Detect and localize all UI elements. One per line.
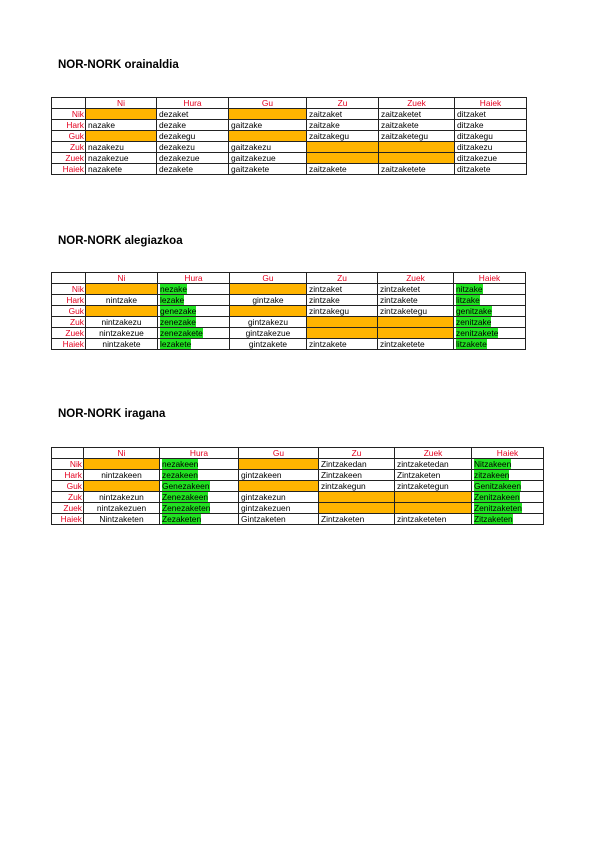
table-cell: zaitzakete bbox=[379, 120, 455, 131]
table-row bbox=[52, 481, 544, 492]
conjugation-table bbox=[51, 97, 527, 175]
table-cell: dezaket bbox=[157, 109, 229, 120]
table-cell: ditzakegu bbox=[455, 131, 527, 142]
table-cell: ditzakezu bbox=[455, 142, 527, 153]
table-cell: dezakezu bbox=[157, 142, 229, 153]
table-cell: zaitzakegu bbox=[307, 131, 379, 142]
table-header-row bbox=[52, 448, 544, 459]
empty-cell bbox=[86, 131, 157, 142]
row-header: Zuk bbox=[52, 492, 84, 503]
table-cell: zaitzake bbox=[307, 120, 379, 131]
table-cell bbox=[454, 284, 526, 295]
table-row bbox=[52, 459, 544, 470]
empty-cell bbox=[86, 306, 158, 317]
table-cell: zaitzaketet bbox=[379, 109, 455, 120]
highlighted-form: Zezaketen bbox=[162, 514, 202, 524]
row-header: Zuek bbox=[52, 328, 86, 339]
table-cell: gintzakezun bbox=[239, 492, 319, 503]
table-row bbox=[52, 470, 544, 481]
empty-cell bbox=[230, 306, 307, 317]
table-cell bbox=[158, 317, 230, 328]
empty-cell bbox=[229, 109, 307, 120]
table-cell bbox=[472, 459, 544, 470]
column-header: Zuek bbox=[378, 273, 454, 284]
row-header: Nik bbox=[52, 284, 86, 295]
table-cell bbox=[454, 339, 526, 350]
table-cell: zintzaketegu bbox=[378, 306, 454, 317]
table-row bbox=[52, 284, 526, 295]
table-cell: zintzaketete bbox=[378, 339, 454, 350]
row-header: Nik bbox=[52, 109, 86, 120]
highlighted-form: zezakeen bbox=[162, 470, 198, 480]
table-cell: zintzaket bbox=[307, 284, 378, 295]
table-cell bbox=[160, 470, 239, 481]
table-cell: nintzake bbox=[86, 295, 158, 306]
corner-cell bbox=[52, 448, 84, 459]
column-header: Zu bbox=[307, 98, 379, 109]
empty-cell bbox=[379, 142, 455, 153]
table-cell: gintzakezuen bbox=[239, 503, 319, 514]
row-header: Haiek bbox=[52, 339, 86, 350]
table-cell: zintzakete bbox=[307, 339, 378, 350]
table-cell: Nintzaketen bbox=[84, 514, 160, 525]
empty-cell bbox=[395, 503, 472, 514]
column-header: Zuek bbox=[379, 98, 455, 109]
column-header: Ni bbox=[86, 273, 158, 284]
highlighted-form: zenezake bbox=[160, 317, 196, 327]
table-cell: dezakezue bbox=[157, 153, 229, 164]
highlighted-form: Zenitzaketen bbox=[474, 503, 522, 513]
highlighted-form: nezakeen bbox=[162, 459, 199, 469]
table-row bbox=[52, 317, 526, 328]
empty-cell bbox=[239, 459, 319, 470]
empty-cell bbox=[319, 503, 395, 514]
empty-cell bbox=[307, 317, 378, 328]
row-header: Hark bbox=[52, 470, 84, 481]
table-cell: nintzakete bbox=[86, 339, 158, 350]
table-cell: zintzakete bbox=[378, 295, 454, 306]
table-cell: zintzaketedan bbox=[395, 459, 472, 470]
table-cell bbox=[158, 284, 230, 295]
table-cell: Gintzaketen bbox=[239, 514, 319, 525]
table-row bbox=[52, 164, 527, 175]
table-cell: zintzaketegun bbox=[395, 481, 472, 492]
empty-cell bbox=[307, 142, 379, 153]
table-cell: Zintzaketen bbox=[395, 470, 472, 481]
table-cell: nazakete bbox=[86, 164, 157, 175]
highlighted-form: litzakete bbox=[456, 339, 487, 349]
highlighted-form: nezake bbox=[160, 284, 188, 294]
table-cell bbox=[158, 339, 230, 350]
highlighted-form: genezake bbox=[160, 306, 197, 316]
table-cell: gintzakezue bbox=[230, 328, 307, 339]
table-cell bbox=[454, 295, 526, 306]
table-cell: zintzakegu bbox=[307, 306, 378, 317]
column-header: Hura bbox=[160, 448, 239, 459]
column-header: Zu bbox=[307, 273, 378, 284]
highlighted-form: Zenezakeen bbox=[162, 492, 209, 502]
table-cell: nintzakezuen bbox=[84, 503, 160, 514]
table-cell: ditzakete bbox=[455, 164, 527, 175]
table-cell: zintzaketet bbox=[378, 284, 454, 295]
table-cell: gintzakeen bbox=[239, 470, 319, 481]
highlighted-form: Zenezaketen bbox=[162, 503, 211, 513]
table-cell: zintzaketeten bbox=[395, 514, 472, 525]
empty-cell bbox=[84, 459, 160, 470]
empty-cell bbox=[378, 328, 454, 339]
table-cell: ditzakezue bbox=[455, 153, 527, 164]
highlighted-form: genitzake bbox=[456, 306, 492, 316]
column-header: Hura bbox=[157, 98, 229, 109]
row-header: Zuk bbox=[52, 317, 86, 328]
highlighted-form: Zitzaketen bbox=[474, 514, 513, 524]
table-cell: zaitzaketete bbox=[379, 164, 455, 175]
empty-cell bbox=[319, 492, 395, 503]
column-header: Haiek bbox=[454, 273, 526, 284]
table-row bbox=[52, 153, 527, 164]
conjugation-table bbox=[51, 272, 526, 350]
table-row bbox=[52, 514, 544, 525]
row-header: Zuek bbox=[52, 153, 86, 164]
highlighted-form: lezakete bbox=[160, 339, 192, 349]
row-header: Guk bbox=[52, 481, 84, 492]
row-header: Haiek bbox=[52, 514, 84, 525]
table-cell bbox=[472, 470, 544, 481]
empty-cell bbox=[378, 317, 454, 328]
table-cell: zaitzaket bbox=[307, 109, 379, 120]
column-header: Zu bbox=[319, 448, 395, 459]
row-header: Haiek bbox=[52, 164, 86, 175]
table-cell: dezakegu bbox=[157, 131, 229, 142]
highlighted-form: zitzakeen bbox=[474, 470, 510, 480]
empty-cell bbox=[379, 153, 455, 164]
table-cell: nintzakezu bbox=[86, 317, 158, 328]
highlighted-form: Nitzakeen bbox=[474, 459, 512, 469]
empty-cell bbox=[395, 492, 472, 503]
column-header: Gu bbox=[230, 273, 307, 284]
table-cell: dezakete bbox=[157, 164, 229, 175]
table-cell: zintzakegun bbox=[319, 481, 395, 492]
table-cell: nintzakezue bbox=[86, 328, 158, 339]
column-header: Haiek bbox=[455, 98, 527, 109]
table-cell bbox=[160, 459, 239, 470]
table-row bbox=[52, 503, 544, 514]
table-cell bbox=[472, 481, 544, 492]
table-cell: zintzake bbox=[307, 295, 378, 306]
table-header-row bbox=[52, 273, 526, 284]
row-header: Zuk bbox=[52, 142, 86, 153]
table-cell: gaitzake bbox=[229, 120, 307, 131]
column-header: Ni bbox=[86, 98, 157, 109]
table-cell bbox=[160, 514, 239, 525]
table-cell: gaitzakezue bbox=[229, 153, 307, 164]
empty-cell bbox=[239, 481, 319, 492]
empty-cell bbox=[86, 109, 157, 120]
empty-cell bbox=[307, 328, 378, 339]
table-cell: nintzakezun bbox=[84, 492, 160, 503]
column-header: Gu bbox=[239, 448, 319, 459]
table-cell: dezake bbox=[157, 120, 229, 131]
table-cell bbox=[158, 306, 230, 317]
table-cell: gaitzakezu bbox=[229, 142, 307, 153]
table-cell bbox=[472, 492, 544, 503]
table-cell: nazakezue bbox=[86, 153, 157, 164]
table-row bbox=[52, 295, 526, 306]
highlighted-form: Genitzakeen bbox=[474, 481, 522, 491]
highlighted-form: Genezakeen bbox=[162, 481, 210, 491]
table-cell: zaitzaketegu bbox=[379, 131, 455, 142]
table-row bbox=[52, 131, 527, 142]
highlighted-form: zenitzake bbox=[456, 317, 492, 327]
corner-cell bbox=[52, 273, 86, 284]
table-cell bbox=[472, 514, 544, 525]
empty-cell bbox=[307, 153, 379, 164]
table-cell bbox=[472, 503, 544, 514]
table-row bbox=[52, 120, 527, 131]
table-cell bbox=[454, 328, 526, 339]
table-row bbox=[52, 109, 527, 120]
row-header: Nik bbox=[52, 459, 84, 470]
section-title: NOR-NORK iragana bbox=[58, 408, 166, 420]
row-header: Hark bbox=[52, 295, 86, 306]
table-cell: zaitzakete bbox=[307, 164, 379, 175]
row-header: Zuek bbox=[52, 503, 84, 514]
table-cell: ditzake bbox=[455, 120, 527, 131]
table-cell: Zintzakedan bbox=[319, 459, 395, 470]
table-cell: gaitzakete bbox=[229, 164, 307, 175]
table-cell: nintzakeen bbox=[84, 470, 160, 481]
table-cell: Zintzakeen bbox=[319, 470, 395, 481]
section-title: NOR-NORK orainaldia bbox=[58, 59, 179, 71]
corner-cell bbox=[52, 98, 86, 109]
table-cell bbox=[158, 295, 230, 306]
table-cell bbox=[160, 481, 239, 492]
table-cell bbox=[160, 492, 239, 503]
column-header: Ni bbox=[84, 448, 160, 459]
empty-cell bbox=[84, 481, 160, 492]
highlighted-form: zenitzakete bbox=[456, 328, 499, 338]
table-row bbox=[52, 142, 527, 153]
empty-cell bbox=[230, 284, 307, 295]
column-header: Zuek bbox=[395, 448, 472, 459]
row-header: Guk bbox=[52, 306, 86, 317]
column-header: Gu bbox=[229, 98, 307, 109]
table-cell: Zintzaketen bbox=[319, 514, 395, 525]
table-cell: nazakezu bbox=[86, 142, 157, 153]
section-title: NOR-NORK alegiazkoa bbox=[58, 235, 183, 247]
highlighted-form: zenezakete bbox=[160, 328, 203, 338]
conjugation-table bbox=[51, 447, 544, 525]
highlighted-form: Zenitzakeen bbox=[474, 492, 520, 502]
table-row bbox=[52, 306, 526, 317]
table-cell bbox=[454, 317, 526, 328]
table-cell: ditzaket bbox=[455, 109, 527, 120]
empty-cell bbox=[86, 284, 158, 295]
highlighted-form: nitzake bbox=[456, 284, 483, 294]
highlighted-form: lezake bbox=[160, 295, 185, 305]
table-cell bbox=[158, 328, 230, 339]
row-header: Hark bbox=[52, 120, 86, 131]
table-cell bbox=[160, 503, 239, 514]
table-cell: gintzakezu bbox=[230, 317, 307, 328]
table-header-row bbox=[52, 98, 527, 109]
table-row bbox=[52, 328, 526, 339]
table-row bbox=[52, 492, 544, 503]
highlighted-form: litzake bbox=[456, 295, 480, 305]
table-cell: gintzake bbox=[230, 295, 307, 306]
row-header: Guk bbox=[52, 131, 86, 142]
empty-cell bbox=[229, 131, 307, 142]
table-cell: gintzakete bbox=[230, 339, 307, 350]
table-cell: nazake bbox=[86, 120, 157, 131]
table-cell bbox=[454, 306, 526, 317]
column-header: Haiek bbox=[472, 448, 544, 459]
column-header: Hura bbox=[158, 273, 230, 284]
table-row bbox=[52, 339, 526, 350]
